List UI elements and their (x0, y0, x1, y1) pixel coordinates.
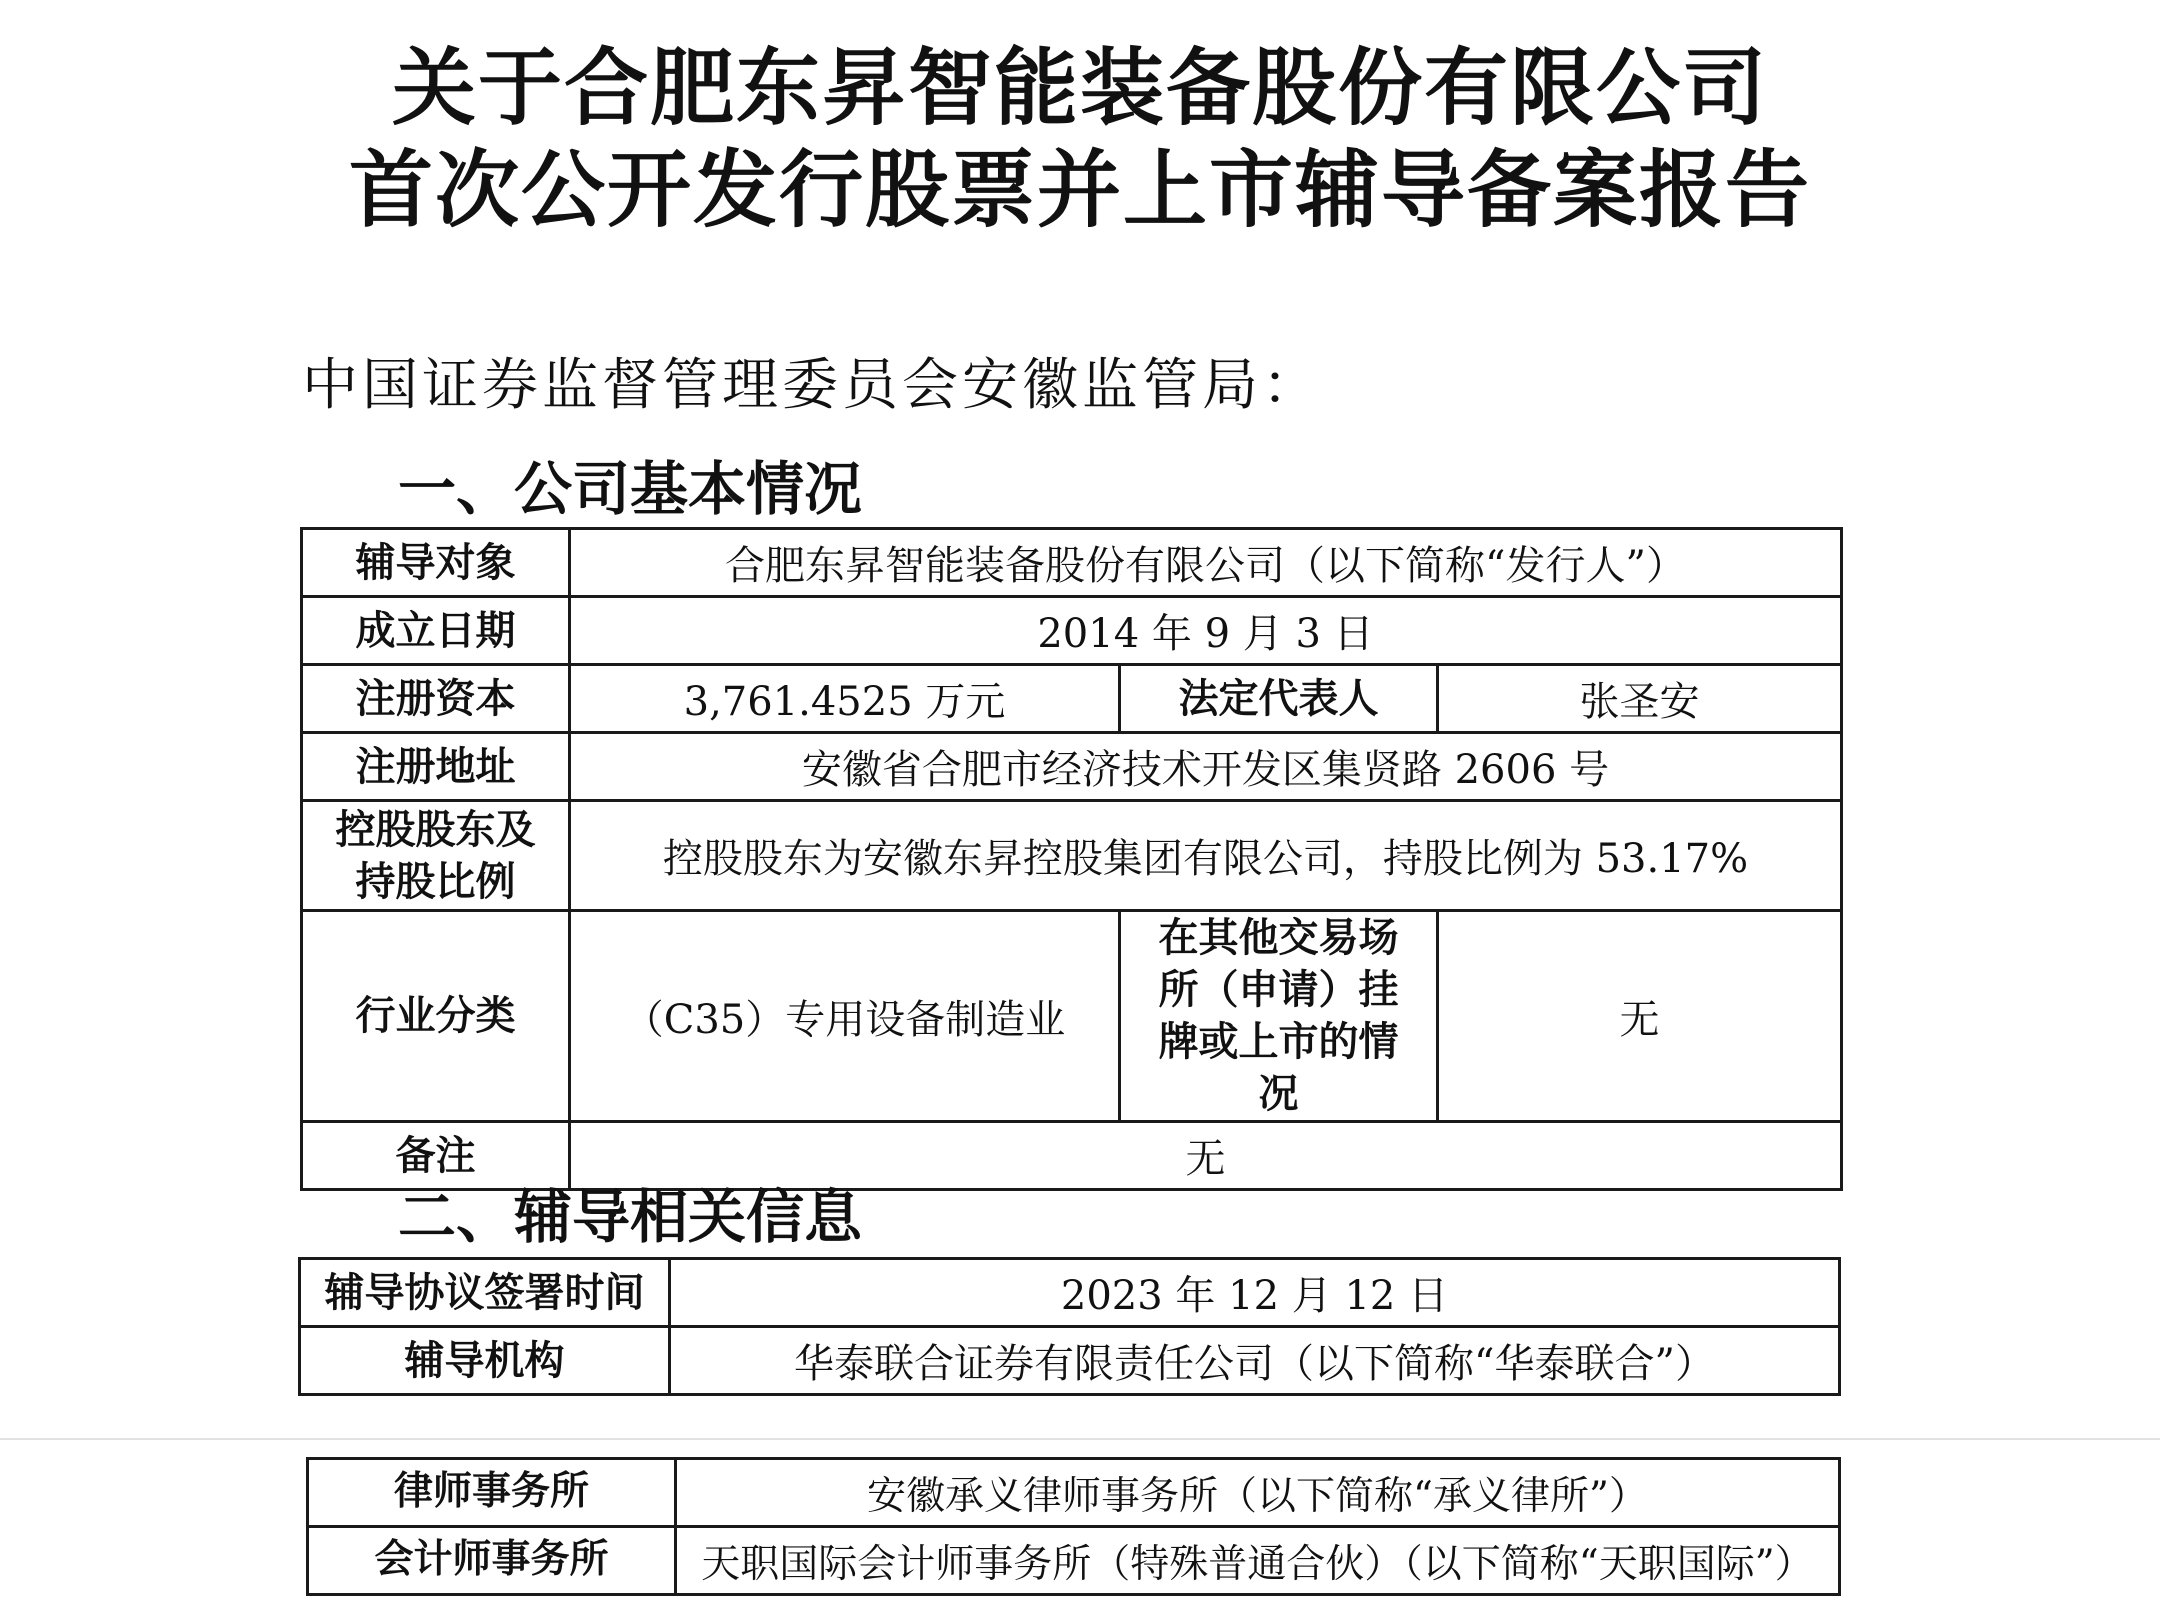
label-remark: 备注 (302, 1122, 570, 1190)
label-institution: 辅导机构 (300, 1327, 670, 1395)
label-legal-rep: 法定代表人 (1120, 665, 1438, 733)
table-row (302, 597, 1842, 665)
label-law-firm: 律师事务所 (308, 1459, 676, 1527)
label-agreement-date: 辅导协议签署时间 (300, 1259, 670, 1327)
table-row (302, 733, 1842, 801)
value-other-listing: 无 (1438, 911, 1842, 1122)
value-agreement-date: 2023 年 12 月 12 日 (670, 1259, 1840, 1327)
section-heading-company-info: 一、公司基本情况 (398, 455, 863, 523)
document-title-line-1: 关于合肥东昇智能装备股份有限公司 (391, 39, 1768, 137)
value-capital: 3,761.4525 万元 (570, 665, 1120, 733)
value-remark: 无 (570, 1122, 1842, 1190)
value-industry: （C35）专用设备制造业 (570, 911, 1120, 1122)
label-industry: 行业分类 (302, 911, 570, 1122)
label-shareholder: 控股股东及持股比例 (302, 801, 570, 911)
value-address: 安徽省合肥市经济技术开发区集贤路 2606 号 (570, 733, 1842, 801)
label-accounting-firm: 会计师事务所 (308, 1527, 676, 1595)
value-accounting-firm: 天职国际会计师事务所（特殊普通合伙）（以下简称“天职国际”） (676, 1527, 1840, 1595)
label-target: 辅导对象 (302, 529, 570, 597)
table-row (300, 1259, 1840, 1327)
table-row (308, 1527, 1840, 1595)
label-founded: 成立日期 (302, 597, 570, 665)
table-row (302, 529, 1842, 597)
value-legal-rep: 张圣安 (1438, 665, 1842, 733)
document-title-line-2: 首次公开发行股票并上市辅导备案报告 (348, 141, 1811, 239)
table-row (308, 1459, 1840, 1527)
value-target: 合肥东昇智能装备股份有限公司（以下简称“发行人”） (570, 529, 1842, 597)
label-address: 注册地址 (302, 733, 570, 801)
value-law-firm: 安徽承义律师事务所（以下简称“承义律所”） (676, 1459, 1840, 1527)
page-divider (0, 1438, 2160, 1444)
guidance-info-table (298, 1257, 1841, 1396)
company-info-table (300, 527, 1843, 1191)
agencies-table (306, 1457, 1841, 1596)
table-row (300, 1327, 1840, 1395)
addressee: 中国证券监督管理委员会安徽监管局： (302, 353, 1322, 418)
value-founded: 2014 年 9 月 3 日 (570, 597, 1842, 665)
value-shareholder: 控股股东为安徽东昇控股集团有限公司，持股比例为 53.17% (570, 801, 1842, 911)
table-row (302, 665, 1842, 733)
section-heading-guidance-info: 二、辅导相关信息 (398, 1183, 863, 1251)
label-other-listing: 在其他交易场所（申请）挂牌或上市的情况 (1120, 911, 1438, 1122)
value-institution: 华泰联合证券有限责任公司（以下简称“华泰联合”） (670, 1327, 1840, 1395)
table-row (302, 911, 1842, 1122)
label-capital: 注册资本 (302, 665, 570, 733)
table-row (302, 801, 1842, 911)
table-row (302, 1122, 1842, 1190)
